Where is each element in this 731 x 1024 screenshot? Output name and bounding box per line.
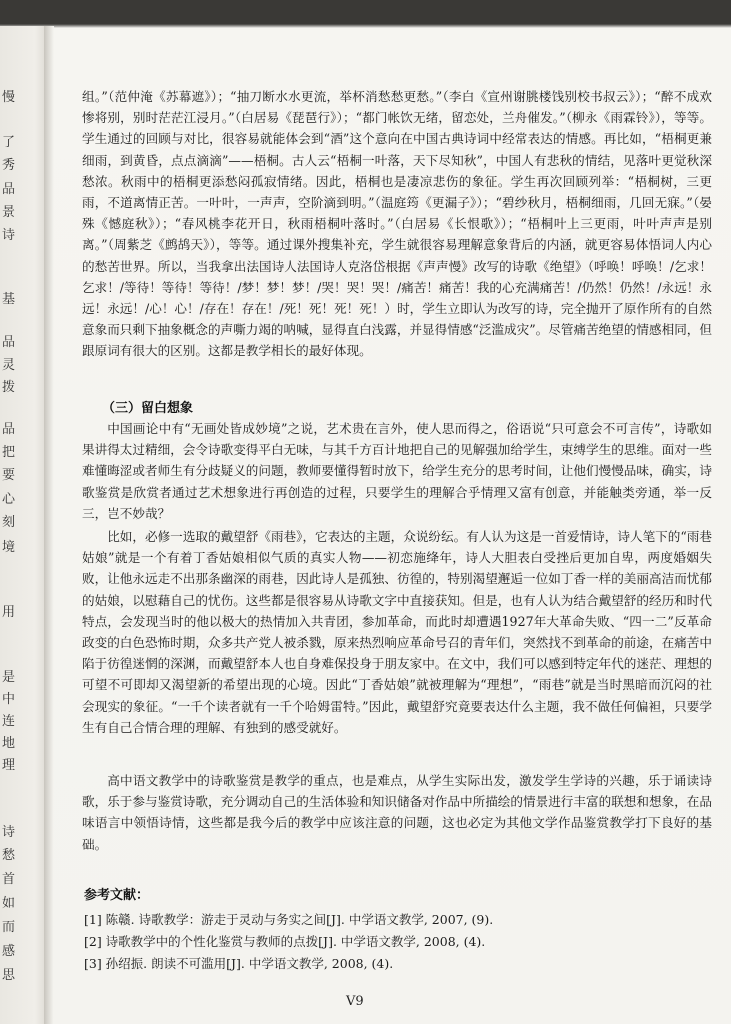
facing-page-char: 品 <box>2 335 16 350</box>
facing-page-char: 如 <box>2 896 16 911</box>
facing-page-char: 灵 <box>2 358 16 373</box>
facing-page-char: 刻 <box>2 515 16 530</box>
facing-page-char: 景 <box>2 205 16 220</box>
references-title: 参考文献： <box>84 888 150 903</box>
reference-item: [2] 诗歌教学中的个性化鉴赏与教师的点拨[J]. 中学语文教学, 2008, (4). <box>84 934 486 949</box>
facing-page-char: 基 <box>2 292 16 307</box>
facing-page-char: 诗 <box>2 228 16 243</box>
facing-page-char: 秀 <box>2 158 16 173</box>
facing-page-char: 用 <box>2 605 16 620</box>
facing-page-char: 品 <box>2 182 16 197</box>
facing-page-char: 是 <box>2 670 16 685</box>
facing-page-char: 地 <box>2 736 16 751</box>
facing-page-char: 慢 <box>2 90 16 105</box>
facing-page-char: 理 <box>2 758 16 773</box>
facing-page-char: 了 <box>2 135 16 150</box>
paragraph-wine-and-wutong: 组。”（范仲淹《苏幕遮》）；“抽刀断水水更流，举杯消愁愁更愁。”（李白《宣州谢朓楼饯别校书叔云》）；“醉不成欢惨将别，别时茫茫江浸月。”（白居易《琵琶行》）；“都门帐饮无绪，留恋处，兰舟催发。”（柳永《雨霖铃》），等等。学生通过的回顾与对比，很容易就能体会到“酒”这个意向在中国古典诗词中经常表达的情感。再比如，“梧桐更兼细雨，到黄昏，点点滴滴”——梧桐。古人云“梧桐一叶落，天下尽知秋”，中国人有悲秋的情结，见落叶更觉秋深愁浓。秋雨中的梧桐更添愁闷孤寂情绪。因此，梧桐也是凄凉悲伤的象征。学生再次回顾列举：“梧桐树，三更雨，不道离情正苦。一叶叶，一声声，空阶滴到明。”（温庭筠《更漏子》）；“碧纱秋月，梧桐细雨，几回无寐。”（晏殊《憾庭秋》）；“春风桃李花开日，秋雨梧桐叶落时。”（白居易《长恨歌》）；“梧桐叶上三更雨，叶叶声声是别离。”（周紫芝《鹧鸪天》），等等。通过课外搜集补充，学生就很容易理解意象背后的内涵，就更容易体悟词人内心的愁苦世界。所以，当我拿出法国诗人法国诗人克洛岱根据《声声慢》改写的诗歌《绝望》（呼唤！呼唤！/乞求！乞求！/等待！等待！等待！/梦！梦！梦！/哭！哭！哭！/痛苦！痛苦！我的心充满痛苦！/仍然！仍然！/永远！永远！永远！/心！心！/存在！存在！/死！死！死！死！）时，学生立即认为改写的诗，完全抛开了原作所有的自然意象而只剩下抽象概念的声嘶力竭的呐喊，显得直白浅露，并显得情感“泛滥成灾”。尽管痛苦绝望的情感相同，但跟原词有很大的区别。这都是教学相长的最好体现。 <box>82 89 712 359</box>
page-number: V9 <box>346 994 364 1009</box>
facing-page-char: 连 <box>2 714 16 729</box>
document-page <box>54 26 731 1024</box>
book-spine <box>44 26 54 1024</box>
facing-page-char: 感 <box>2 944 16 959</box>
paragraph-blank-space-theory: 中国画论中有“无画处皆成妙境”之说，艺术贵在言外，使人思而得之，俗语说“只可意会不可言传”，诗歌如果讲得太过精细，会令诗歌变得平白无味，与其千方百计地把自己的见解强加给学生，束缚学生的思维。面对一些难懂晦涩或者师生有分歧疑义的问题，教师要懂得暂时放下，给学生充分的思考时间，让他们慢慢品味，确实，诗歌鉴赏是欣赏者通过艺术想象进行再创造的过程，只要学生的理解合乎情理又富有创意，并能触类旁通，举一反三，岂不妙哉？ <box>82 421 712 521</box>
facing-page-char: 拨 <box>2 380 16 395</box>
facing-page-char: 思 <box>2 968 16 983</box>
facing-page-char: 心 <box>2 492 16 507</box>
facing-page-char: 把 <box>2 445 16 460</box>
facing-page-char: 愁 <box>2 848 16 863</box>
facing-page-char: 要 <box>2 468 16 483</box>
facing-page-char: 品 <box>2 422 16 437</box>
reference-item: [1] 陈赣. 诗歌教学：游走于灵动与务实之间[J]. 中学语文教学, 2007, (9). <box>84 912 494 927</box>
section-heading-blank-imagination: （三）留白想象 <box>102 401 194 416</box>
reference-item: [3] 孙绍振. 朗读不可滥用[J]. 中学语文教学, 2008, (4). <box>84 956 394 971</box>
facing-page-char: 境 <box>2 540 16 555</box>
facing-page-char: 而 <box>2 920 16 935</box>
paragraph-rain-alley-example: 比如，必修一选取的戴望舒《雨巷》，它表达的主题，众说纷纭。有人认为这是一首爱情诗，诗人笔下的“雨巷姑娘”就是一个有着丁香姑娘相似气质的真实人物——初恋施绛年，诗人大胆表白受挫后更加自卑，两度婚姻失败，让他永远走不出那条幽深的雨巷，因此诗人是孤独、彷徨的，特别渴望邂逅一位如丁香一样的美丽高洁而忧郁的姑娘，以慰藉自己的忧伤。这些都是很容易从诗歌文字中直接获知。但是，也有人认为结合戴望舒的经历和时代特点，会发现当时的他以极大的热情加入共青团，参加革命，而此时却遭遇1927年大革命失败、“四一二”反革命政变的白色恐怖时期，众多共产党人被杀戮，原来热烈响应革命号召的青年们，突然找不到革命的前途，在痛苦中陷于彷徨迷惘的深渊，而戴望舒本人也自身难保投身于朋友家中。在文中，我们可以感到特定年代的迷茫、理想的可望不可即却又渴望新的希望出现的心境。因此“丁香姑娘”就被理解为“理想”，“雨巷”就是当时黑暗而沉闷的社会现实的象征。“一千个读者就有一千个哈姆雷特。”因此，戴望舒究竟要表达什么主题，我不做任何偏袒，只要学生有自己合情合理的理解、有独到的感受就好。 <box>82 529 712 735</box>
facing-page-edge <box>0 26 50 1024</box>
paragraph-conclusion: 高中语文教学中的诗歌鉴赏是教学的重点，也是难点，从学生实际出发，激发学生学诗的兴趣，乐于诵读诗歌，乐于参与鉴赏诗歌，充分调动自己的生活体验和知识储备对作品中所描绘的情景进行丰富的联想和想象，在品味语言中领悟诗情，这些都是我今后的教学中应该注意的问题，这也必定为其他文学作品鉴赏教学打下良好的基础。 <box>82 773 712 852</box>
facing-page-char: 诗 <box>2 825 16 840</box>
facing-page-char: 首 <box>2 872 16 887</box>
facing-page-char: 中 <box>2 692 16 707</box>
